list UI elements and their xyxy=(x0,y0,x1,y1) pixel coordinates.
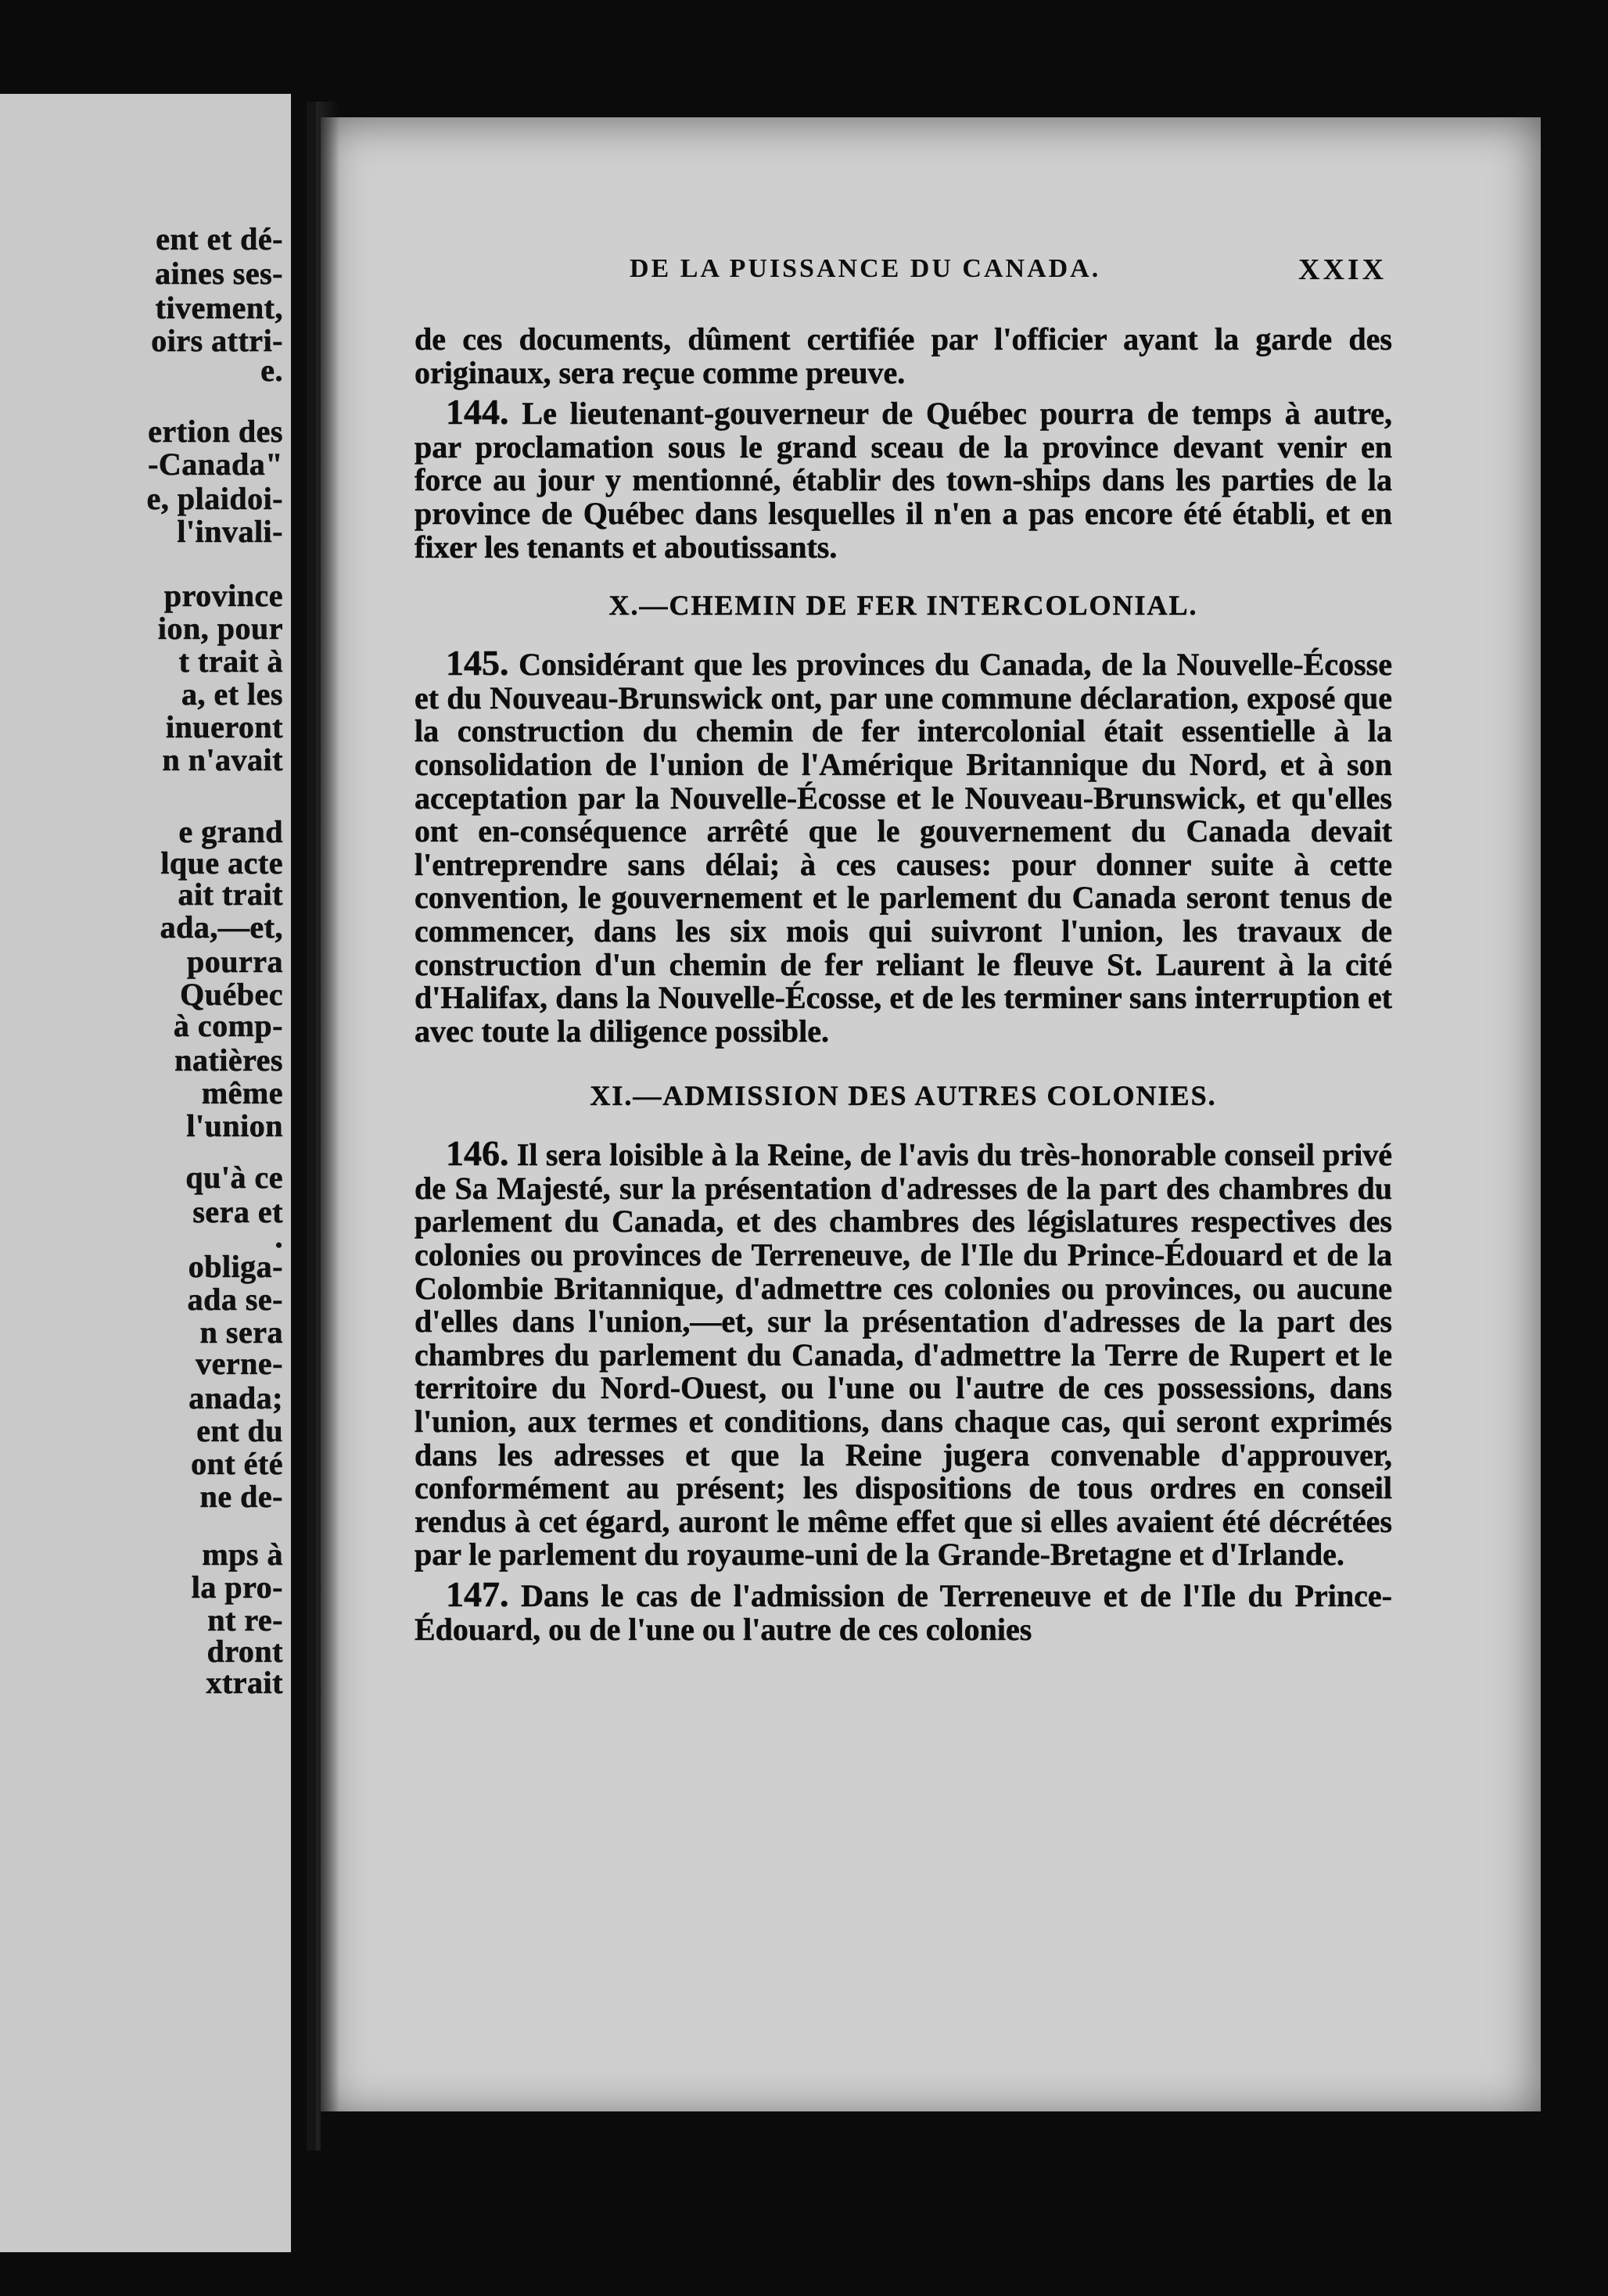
left-page-line: aines ses- xyxy=(155,256,283,291)
section-heading-xi: XI.—ADMISSION DES AUTRES COLONIES. xyxy=(590,1080,1217,1112)
left-page-line: ne de- xyxy=(199,1479,283,1514)
left-page-line: inueront xyxy=(166,709,283,744)
left-page-line: même xyxy=(201,1075,283,1110)
left-page-line: la pro- xyxy=(191,1570,283,1605)
left-page-line: oirs attri- xyxy=(151,323,283,358)
article-144-number: 144. xyxy=(446,392,509,432)
left-page-line: obliga- xyxy=(188,1249,283,1284)
left-page-line: dront xyxy=(206,1634,283,1669)
left-page-line: n n'avait xyxy=(162,742,283,777)
running-head-title: DE LA PUISSANCE DU CANADA. xyxy=(630,254,1101,283)
left-page-line: à comp- xyxy=(173,1008,283,1043)
book-spine xyxy=(307,102,316,2151)
article-146-number: 146. xyxy=(446,1133,509,1174)
left-page-line: ertion des xyxy=(148,414,283,449)
left-page-line: mps à xyxy=(202,1537,283,1572)
scan-border-right xyxy=(1541,0,1608,2296)
intro-paragraph: de ces documents, dûment certifiée par l'officier ayant la garde des originaux, sera reçue comme preuve. xyxy=(415,321,1392,390)
left-page-line: qu'à ce xyxy=(185,1160,283,1195)
left-page-line: ada,—et, xyxy=(160,909,283,945)
left-page-line: ent du xyxy=(196,1413,283,1448)
left-page-line: ent et dé- xyxy=(156,221,283,257)
article-147-text: Dans le cas de l'admission de Terreneuve et de l'Ile du Prince-Édouard, ou de l'une ou l'autre de ces colonies xyxy=(415,1578,1392,1647)
article-146 xyxy=(415,1133,1393,1573)
left-page-line: ont été xyxy=(191,1446,283,1481)
article-146-text: Il sera loisible à la Reine, de l'avis du très-honorable conseil privé de Sa Majesté, sur la présentation d'adresses de la part des chambres du parlement du Canada, et des chambres des législatures respectives des colonies ou provinces de Terreneuve, de l'Ile du Prince-Édouard et de la Colombie Britannique, d'admettre ces colonies ou provinces, ou aucune d'elles dans l'union,—et, sur la présentation d'adresses de la part des chambres du parlement du Canada, d'admettre la Terre de Rupert et le territoire du Nord-Ouest, ou l'une ou l'autre de ces possessions, dans l'union, aux termes et conditions, dans chaque cas, qui seront exprimés dans les adresses et que la Reine jugera convenable d'approuver, conformément au présent; les dispositions de tous ordres en conseil rendus à cet égard, auront le même effet que si elles avaient été décrétées par le parlement du royaume-uni de la Grande-Bretagne et d'Irlande. xyxy=(415,1137,1393,1573)
left-page-line: l'union xyxy=(186,1108,283,1143)
article-145-text: Considérant que les provinces du Canada, de la Nouvelle-Écosse et du Nouveau-Brunswick ont, par une commune déclaration, exposé que la construction du chemin de fer intercolonial était essentielle à la consolidation de l'union de l'Amérique Britannique du Nord, et à son acceptation par la Nouvelle-Écosse et le Nouveau-Brunswick, et qu'elles ont en-conséquence arrêté que le gouvernement du Canada devait l'entreprendre sans délai; à ces causes: pour donner suite à cette convention, le gouvernement et le parlement du Canada seront tenus de commencer, dans les six mois qui suivront l'union, les travaux de construction d'un chemin de fer reliant le fleuve St. Laurent à la cité d'Halifax, dans la Nouvelle-Écosse, et de les terminer sans interruption et avec toute la diligence possible. xyxy=(415,647,1392,1049)
article-147-number: 147. xyxy=(446,1574,509,1614)
left-page-line: lque acte xyxy=(160,845,283,881)
left-page-line: verne- xyxy=(196,1346,283,1381)
left-page-line: n sera xyxy=(199,1315,283,1350)
left-page-line: e grand xyxy=(178,814,283,849)
left-page-line: xtrait xyxy=(206,1665,283,1700)
left-page-line: tivement, xyxy=(155,290,283,325)
left-page-line: t trait à xyxy=(178,644,283,679)
left-page-line: sera et xyxy=(192,1194,283,1229)
left-page-line: anada; xyxy=(188,1380,283,1415)
section-heading-x: X.—CHEMIN DE FER INTERCOLONIAL. xyxy=(608,590,1198,622)
scan-border-bottom xyxy=(321,2111,1572,2296)
left-page-line: -Canada" xyxy=(148,447,283,482)
article-144-text: Le lieutenant-gouverneur de Québec pourra de temps à autre, par proclamation sous le grand sceau de la province devant venir en force au jour y mentionné, établir des town-ships dans les parties de la province de Québec dans lesquelles il n'en a pas encore été établi, et en fixer les tenants et aboutissants. xyxy=(415,396,1393,565)
page-body xyxy=(415,323,1392,1646)
left-page-line: Québec xyxy=(180,977,283,1012)
left-page-line: ion, pour xyxy=(157,611,283,646)
left-page-line: province xyxy=(163,578,283,613)
article-147 xyxy=(415,1574,1392,1647)
left-page-line: ait trait xyxy=(178,877,283,912)
left-facing-page xyxy=(0,94,291,2252)
left-page-line: e. xyxy=(260,353,283,388)
left-page-line: e, plaidoi- xyxy=(146,481,283,516)
article-145 xyxy=(415,643,1392,1049)
left-page-line: nt re- xyxy=(207,1602,283,1638)
article-144 xyxy=(415,392,1393,565)
left-page-line: a, et les xyxy=(181,676,283,712)
left-page-line: . xyxy=(275,1219,283,1254)
left-page-line: ada se- xyxy=(187,1282,283,1317)
gutter-shadow xyxy=(316,102,339,2151)
left-page-line: pourra xyxy=(187,944,283,979)
left-page-line: l'invali- xyxy=(177,514,283,549)
left-page-line: natières xyxy=(174,1042,283,1078)
page-number: XXIX xyxy=(1298,253,1387,286)
article-145-number: 145. xyxy=(446,643,509,683)
